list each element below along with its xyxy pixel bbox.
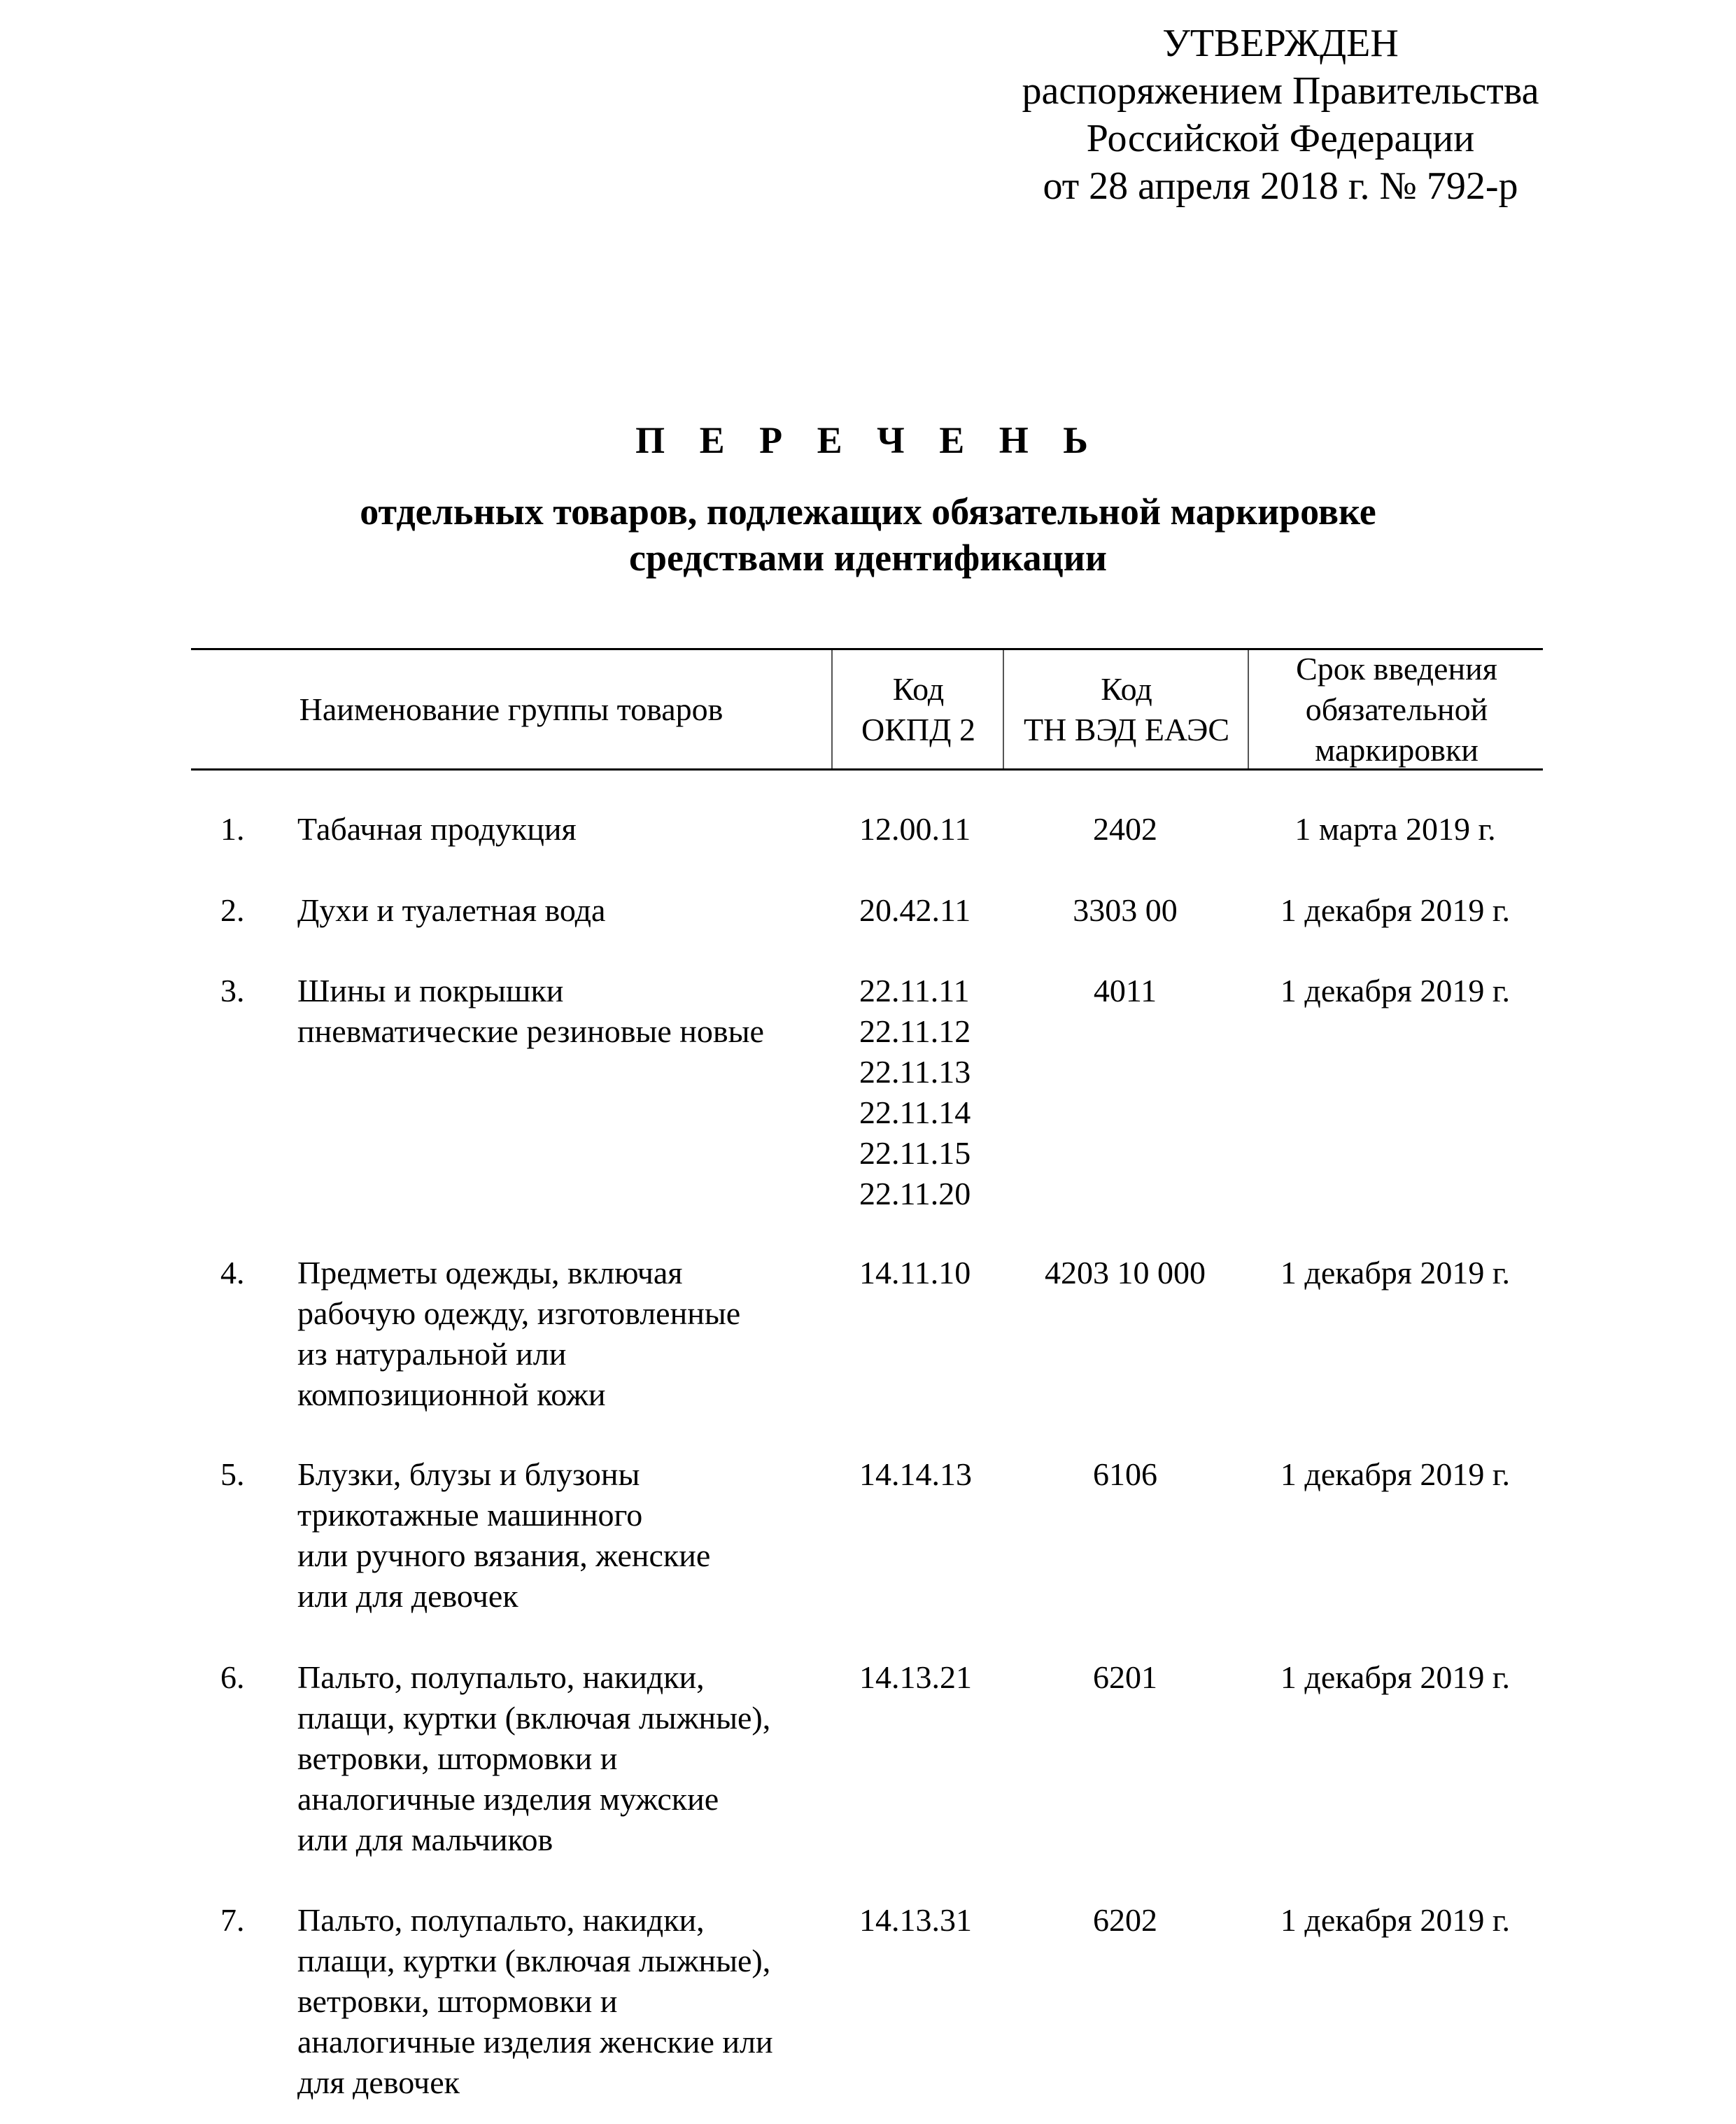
- document-title: П Е Р Е Ч Е Н Ь: [635, 419, 1101, 461]
- row-product-name: [297, 1657, 829, 1860]
- row-deadline: 1 декабря 2019 г.: [1280, 973, 1511, 1008]
- row-product-name: [297, 971, 829, 1052]
- okpd-code: 14.14.13: [859, 1456, 972, 1492]
- okpd-code: 14.13.31: [859, 1902, 972, 1938]
- okpd-code: 14.11.10: [859, 1255, 971, 1290]
- subtitle-line-2: средствами идентификации: [629, 537, 1107, 579]
- row-deadline: 1 декабря 2019 г.: [1280, 892, 1511, 928]
- name-line: для девочек: [297, 2065, 460, 2100]
- name-line: Предметы одежды, включая: [297, 1255, 683, 1290]
- approval-date-number: от 28 апреля 2018 г. № 792-р: [1043, 164, 1518, 208]
- name-line: Пальто, полупальто, накидки,: [297, 1659, 705, 1695]
- header-deadline-line-2: обязательной: [1305, 691, 1488, 727]
- row-tnved-code: 6106: [1093, 1456, 1157, 1492]
- row-okpd-code: [859, 1253, 1013, 1293]
- row-number: 2.: [220, 892, 245, 928]
- name-line: трикотажные машинного: [297, 1497, 643, 1533]
- name-line: Пальто, полупальто, накидки,: [297, 1902, 705, 1938]
- approval-heading: УТВЕРЖДЕН: [1162, 22, 1399, 65]
- okpd-code: 14.13.21: [859, 1659, 972, 1695]
- row-tnved-code: 2402: [1093, 811, 1157, 847]
- name-line: или для мальчиков: [297, 1822, 553, 1857]
- name-line: Шины и покрышки: [297, 973, 564, 1008]
- row-tnved-code: 4203 10 000: [1045, 1255, 1206, 1290]
- header-name-text: Наименование группы товаров: [299, 691, 724, 727]
- header-tnved-line-2: ТН ВЭД ЕАЭС: [1023, 711, 1230, 747]
- row-okpd-code: [859, 809, 1013, 850]
- row-product-name: [297, 1454, 829, 1617]
- name-line: пневматические резиновые новые: [297, 1013, 764, 1049]
- okpd-code: 12.00.11: [859, 811, 971, 847]
- row-tnved-code: 6201: [1093, 1659, 1157, 1695]
- name-line: плащи, куртки (включая лыжные),: [297, 1700, 771, 1736]
- name-line: ветровки, штормовки и: [297, 1983, 618, 2019]
- header-tnved-line-1: Код: [1101, 670, 1152, 707]
- row-tnved-code: 6202: [1093, 1902, 1157, 1938]
- header-okpd: [831, 650, 1004, 768]
- name-line: или ручного вязания, женские: [297, 1538, 711, 1573]
- subtitle-line-1: отдельных товаров, подлежащих обязательной маркировке: [360, 491, 1376, 533]
- name-line: плащи, куртки (включая лыжные),: [297, 1943, 771, 1978]
- name-line: Табачная продукция: [297, 811, 577, 847]
- row-okpd-code: [859, 1454, 1013, 1495]
- approval-stamp: [966, 20, 1595, 210]
- row-deadline: 1 декабря 2019 г.: [1280, 1659, 1511, 1695]
- header-deadline-line-1: Срок введения: [1296, 650, 1497, 687]
- approval-order-line: распоряжением Правительства: [1022, 69, 1539, 113]
- document-subtitle: [0, 488, 1736, 581]
- row-deadline: 1 марта 2019 г.: [1294, 811, 1496, 847]
- row-tnved-code: 3303 00: [1073, 892, 1178, 928]
- header-name: [191, 650, 831, 768]
- row-product-name: [297, 1253, 829, 1415]
- name-line: аналогичные изделия мужские: [297, 1781, 719, 1817]
- row-number: 1.: [220, 811, 245, 847]
- row-number: 6.: [220, 1659, 245, 1695]
- okpd-code: 22.11.11: [859, 973, 970, 1008]
- name-line: рабочую одежду, изготовленные: [297, 1295, 741, 1331]
- name-line: или для девочек: [297, 1578, 518, 1614]
- row-number: 7.: [220, 1902, 245, 1938]
- header-deadline-line-3: маркировки: [1315, 731, 1479, 768]
- name-line: Духи и туалетная вода: [297, 892, 606, 928]
- row-product-name: [297, 1900, 829, 2103]
- okpd-code: 22.11.15: [859, 1135, 971, 1171]
- name-line: из натуральной или: [297, 1336, 567, 1372]
- row-product-name: [297, 890, 829, 931]
- row-okpd-code: [859, 971, 1013, 1214]
- header-tnved: [1003, 650, 1249, 768]
- row-deadline: 1 декабря 2019 г.: [1280, 1902, 1511, 1938]
- row-okpd-code: [859, 1900, 1013, 1941]
- header-deadline: [1248, 650, 1544, 768]
- row-deadline: 1 декабря 2019 г.: [1280, 1255, 1511, 1290]
- header-okpd-line-2: ОКПД 2: [861, 711, 975, 747]
- row-number: 3.: [220, 973, 245, 1008]
- row-number: 5.: [220, 1456, 245, 1492]
- name-line: ветровки, штормовки и: [297, 1740, 618, 1776]
- name-line: Блузки, блузы и блузоны: [297, 1456, 640, 1492]
- row-okpd-code: [859, 890, 1013, 931]
- name-line: композиционной кожи: [297, 1377, 606, 1412]
- header-okpd-line-1: Код: [892, 670, 945, 707]
- row-number: 4.: [220, 1255, 245, 1290]
- okpd-code: 22.11.20: [859, 1176, 971, 1211]
- row-deadline: 1 декабря 2019 г.: [1280, 1456, 1511, 1492]
- okpd-code: 22.11.14: [859, 1095, 971, 1130]
- name-line: аналогичные изделия женские или: [297, 2024, 773, 2060]
- table-header: [191, 648, 1543, 771]
- okpd-code: 22.11.12: [859, 1013, 971, 1049]
- row-tnved-code: 4011: [1093, 973, 1157, 1008]
- row-product-name: [297, 809, 829, 850]
- approval-government-line: Российской Федерации: [1086, 117, 1475, 160]
- row-okpd-code: [859, 1657, 1013, 1698]
- okpd-code: 22.11.13: [859, 1054, 971, 1090]
- okpd-code: 20.42.11: [859, 892, 971, 928]
